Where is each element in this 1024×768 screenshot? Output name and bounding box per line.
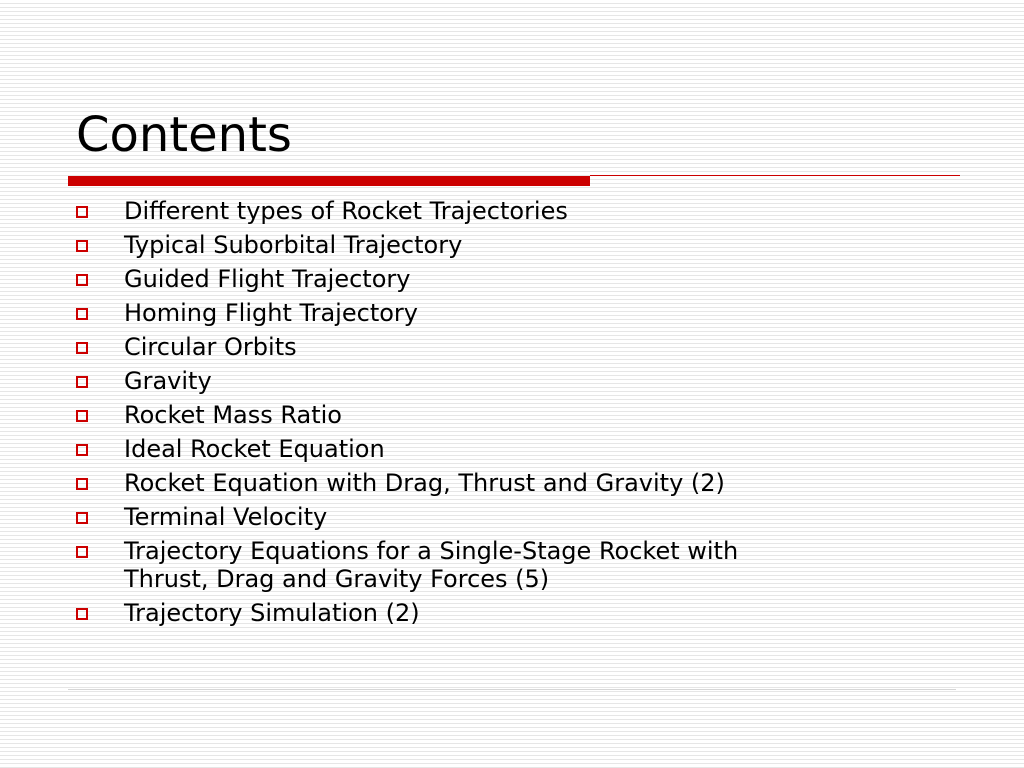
footer-divider [68, 689, 956, 690]
square-bullet-icon [76, 608, 88, 620]
list-item [76, 435, 956, 463]
list-item-label: Circular Orbits [124, 333, 297, 361]
list-item [76, 599, 956, 627]
list-item-label: Ideal Rocket Equation [124, 435, 385, 463]
square-bullet-icon [76, 342, 88, 354]
square-bullet-icon [76, 444, 88, 456]
list-item [76, 367, 956, 395]
square-bullet-icon [76, 410, 88, 422]
contents-list [76, 197, 956, 633]
list-item [76, 265, 956, 293]
list-item [76, 401, 956, 429]
square-bullet-icon [76, 546, 88, 558]
list-item-label: Different types of Rocket Trajectories [124, 197, 568, 225]
square-bullet-icon [76, 512, 88, 524]
square-bullet-icon [76, 376, 88, 388]
square-bullet-icon [76, 308, 88, 320]
list-item [76, 537, 956, 593]
list-item-label: Rocket Equation with Drag, Thrust and Gravity (2) [124, 469, 725, 497]
list-item [76, 333, 956, 361]
list-item-label: Trajectory Equations for a Single-Stage Rocket with Thrust, Drag and Gravity Forces (5) [124, 537, 739, 593]
square-bullet-icon [76, 478, 88, 490]
list-item-label: Rocket Mass Ratio [124, 401, 342, 429]
list-item-label: Terminal Velocity [124, 503, 328, 531]
slide-title: Contents [76, 107, 292, 163]
square-bullet-icon [76, 240, 88, 252]
list-item-label: Homing Flight Trajectory [124, 299, 418, 327]
square-bullet-icon [76, 274, 88, 286]
list-item-label: Typical Suborbital Trajectory [124, 231, 463, 259]
list-item-label: Gravity [124, 367, 212, 395]
list-item [76, 299, 956, 327]
title-underline-thin [590, 175, 960, 176]
list-item [76, 503, 956, 531]
title-underline-accent [68, 176, 590, 186]
list-item-label: Trajectory Simulation (2) [124, 599, 420, 627]
list-item [76, 231, 956, 259]
list-item [76, 197, 956, 225]
list-item [76, 469, 956, 497]
list-item-label: Guided Flight Trajectory [124, 265, 411, 293]
square-bullet-icon [76, 206, 88, 218]
